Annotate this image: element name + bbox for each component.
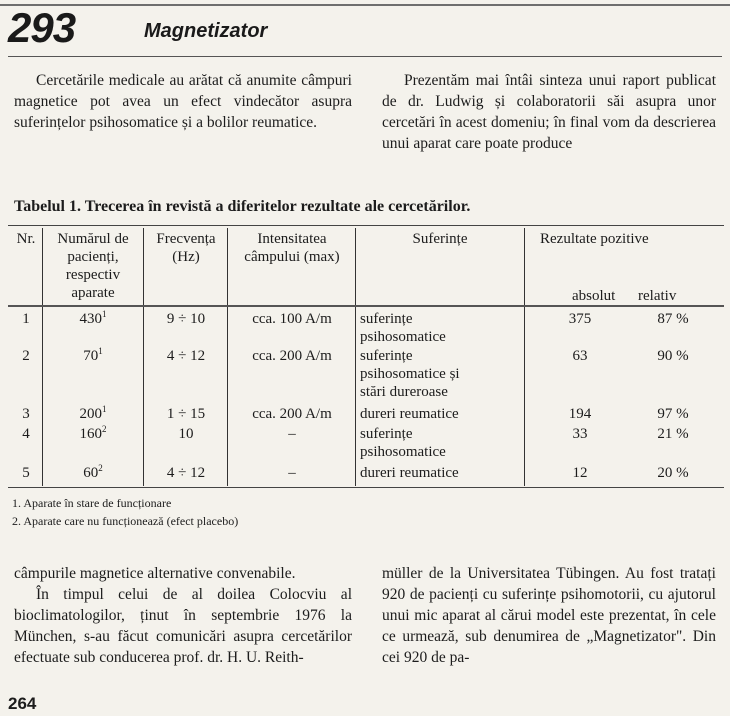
header-patients-line: respectiv	[65, 267, 121, 283]
header-intensity	[229, 230, 355, 266]
row-2-frequency: 4 ÷ 12	[166, 348, 206, 364]
row-3-footnote-mark: 1	[102, 404, 107, 414]
row-3-absolute: 194	[568, 406, 592, 422]
row-5-patients	[44, 464, 142, 482]
section-number: 293	[8, 4, 76, 51]
table-column-divider	[524, 228, 525, 486]
row-4-intensity: –	[288, 426, 296, 442]
table-caption: Tabelul 1. Trecerea în revistă a diferitelor rezultate ale cercetărilor.	[14, 198, 471, 215]
body-right-column	[382, 563, 716, 668]
row-5-intensity: –	[288, 465, 296, 481]
row-4-patients	[44, 425, 142, 443]
body-left-paragraph: câmpurile magnetice alternative convenabile.	[14, 565, 296, 582]
header-relative: relativ	[638, 288, 677, 304]
top-rule	[0, 4, 730, 6]
row-4-conditions-line: suferințe	[360, 426, 413, 442]
row-3-intensity: cca. 200 A/m	[252, 406, 332, 422]
row-3-conditions-line: dureri reumatice	[360, 406, 459, 422]
intro-right-paragraph: Prezentăm mai întâi sinteza unui raport publicat de dr. Ludwig și colaboratorii săi asupra unor cercetări în acest domeniu; în final vom da descrierea unui aparat care poate produce	[382, 72, 716, 152]
table-column-divider	[227, 228, 228, 486]
row-3-nr: 3	[22, 406, 30, 422]
page-number: 264	[8, 694, 37, 713]
header-patients	[44, 230, 142, 302]
row-3-patients-value: 200	[79, 406, 102, 422]
row-1-patients	[44, 310, 142, 328]
header-patients-line: Numărul de	[57, 231, 129, 247]
header-frequency-line: Frecvența	[156, 231, 216, 247]
table-header-rule	[8, 305, 724, 307]
row-3-frequency: 1 ÷ 15	[166, 406, 206, 422]
row-1-frequency: 9 ÷ 10	[166, 311, 206, 327]
row-2-patients	[44, 347, 142, 365]
row-1-patients-value: 430	[79, 311, 102, 327]
row-5-frequency: 4 ÷ 12	[166, 465, 206, 481]
header-intensity-line: câmpului (max)	[244, 249, 340, 265]
header-conditions: Suferințe	[412, 231, 468, 247]
table-column-divider	[42, 228, 43, 486]
table-column-divider	[143, 228, 144, 486]
footnote-1: 1. Aparate în stare de funcționare	[12, 496, 172, 510]
intro-left-paragraph: Cercetările medicale au arătat că anumite câmpuri magnetice pot avea un efect vindecător asupra suferințelor psihosomatice și a bolilor reumatice.	[14, 72, 352, 131]
header-patients-line: aparate	[71, 285, 115, 301]
intro-right-column	[382, 70, 716, 154]
row-4-conditions	[360, 425, 524, 461]
row-2-intensity: cca. 200 A/m	[252, 348, 332, 364]
row-1-conditions-line: suferințe	[360, 311, 413, 327]
row-2-conditions	[360, 347, 524, 401]
row-3-conditions	[360, 405, 524, 423]
row-2-patients-value: 70	[83, 348, 99, 364]
row-1-relative: 87 %	[657, 311, 689, 327]
row-1-nr: 1	[22, 311, 30, 327]
row-5-patients-value: 60	[83, 465, 99, 481]
row-1-intensity: cca. 100 A/m	[252, 311, 332, 327]
row-4-conditions-line: psihosomatice	[360, 444, 446, 460]
header-patients-line: pacienți,	[67, 249, 119, 265]
row-4-footnote-mark: 2	[102, 424, 107, 434]
header-rule	[8, 56, 722, 57]
intro-left-column	[14, 70, 352, 133]
row-5-conditions	[360, 464, 524, 482]
header-nr: Nr.	[16, 231, 36, 247]
row-1-conditions-line: psihosomatice	[360, 329, 446, 345]
row-2-conditions-line: suferințe	[360, 348, 413, 364]
row-1-conditions	[360, 310, 524, 346]
row-3-patients	[44, 405, 142, 423]
row-1-absolute: 375	[568, 311, 592, 327]
row-5-footnote-mark: 2	[98, 463, 103, 473]
row-4-absolute: 33	[572, 426, 588, 442]
header-results: Rezultate pozitive	[540, 231, 649, 247]
row-2-conditions-line: stări dureroase	[360, 384, 448, 400]
row-2-relative: 90 %	[657, 348, 689, 364]
header-intensity-line: Intensitatea	[257, 231, 327, 247]
row-2-conditions-line: psihosomatice și	[360, 366, 460, 382]
section-title: Magnetizator	[144, 20, 268, 42]
header-frequency	[145, 230, 227, 266]
table-column-divider	[355, 228, 356, 486]
row-2-footnote-mark: 1	[98, 346, 103, 356]
row-1-footnote-mark: 1	[102, 309, 107, 319]
footnote-2: 2. Aparate care nu funcționează (efect placebo)	[12, 514, 239, 528]
row-3-relative: 97 %	[657, 406, 689, 422]
header-frequency-line: (Hz)	[172, 249, 200, 265]
table-bottom-rule	[8, 487, 724, 488]
table-top-rule	[8, 225, 724, 226]
body-right-paragraph: müller de la Universitatea Tübingen. Au fost tratați 920 de pacienți cu suferințe psihomotorii, cu ajutorul unui mic aparat al cărui model este prezentat, în cele ce urmează, sub denumirea de „Magnetizator". Din cei 920 de pa-	[382, 565, 716, 666]
body-left-paragraph: În timpul celui de al doilea Colocviu al bioclimatologilor, ținut în septembrie 1976 la München, s-au făcut comunicări asupra cercetărilor efectuate sub conducerea prof. dr. H. U. Reith-	[14, 586, 352, 666]
row-5-nr: 5	[22, 465, 30, 481]
header-absolute: absolut	[572, 288, 616, 304]
body-left-column	[14, 563, 352, 668]
row-4-frequency: 10	[178, 426, 194, 442]
row-2-absolute: 63	[572, 348, 588, 364]
row-4-nr: 4	[22, 426, 30, 442]
row-2-nr: 2	[22, 348, 30, 364]
row-4-patients-value: 160	[79, 426, 102, 442]
row-5-conditions-line: dureri reumatice	[360, 465, 459, 481]
row-5-relative: 20 %	[657, 465, 689, 481]
row-5-absolute: 12	[572, 465, 588, 481]
row-4-relative: 21 %	[657, 426, 689, 442]
